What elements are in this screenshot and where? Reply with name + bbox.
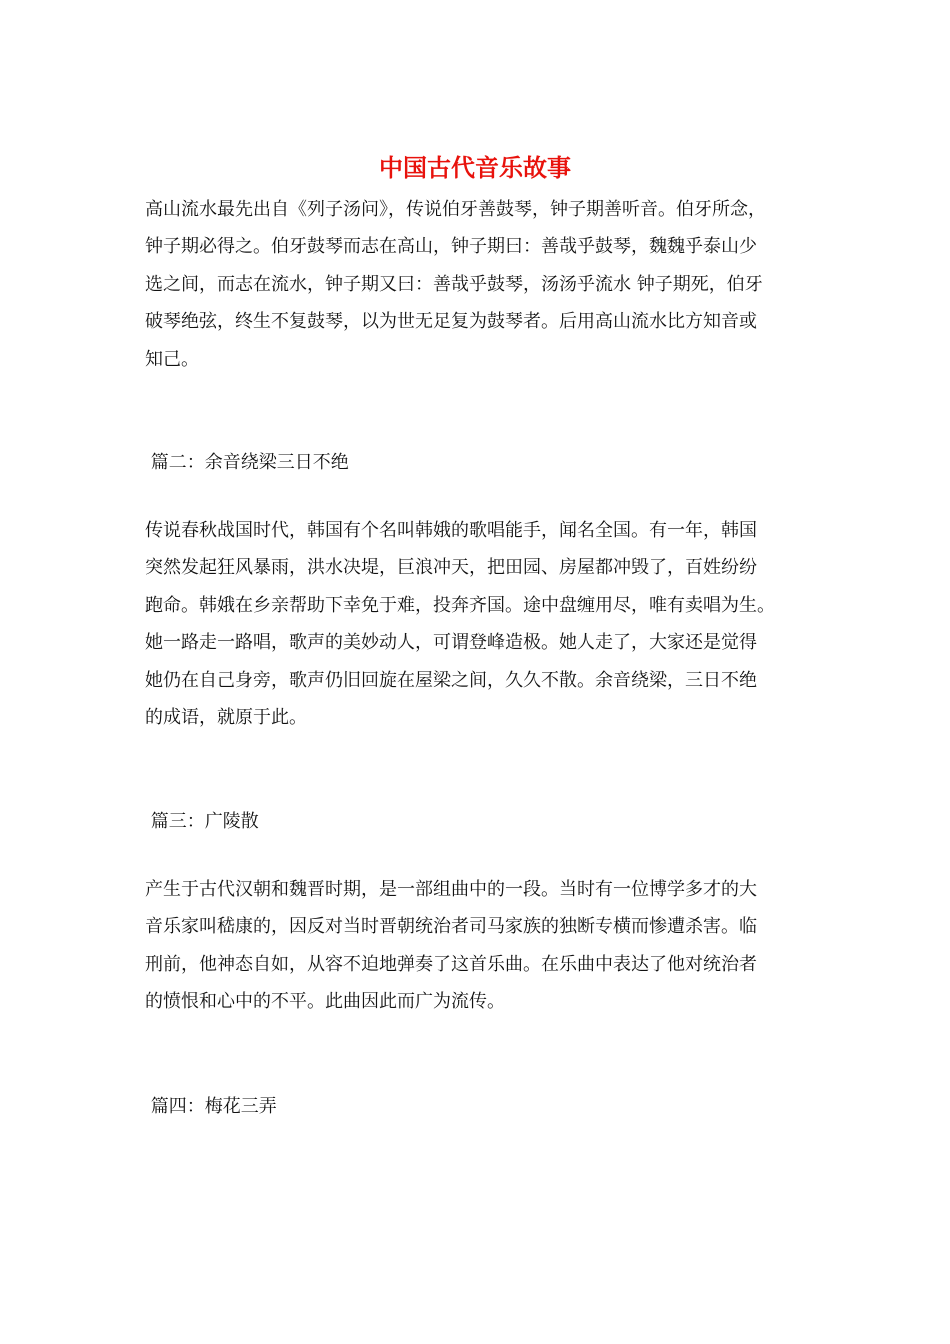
paragraph-line: 的愤恨和心中的不平。此曲因此而广为流传。 [145,991,505,1013]
section-heading-4: 篇四：梅花三弄 [145,1096,277,1117]
paragraph-line: 高山流水最先出自《列子汤问》，传说伯牙善鼓琴，钟子期善听音。伯牙所念， [145,199,766,220]
section-heading-2: 篇二：余音绕梁三日不绝 [145,452,349,473]
paragraph-line: 破琴绝弦，终生不复鼓琴，以为世无足复为鼓琴者。后用高山流水比方知音或 [145,311,757,333]
paragraph-line: 的成语，就原于此。 [145,706,307,728]
paragraph-line: 选之间，而志在流水，钟子期又曰：善哉乎鼓琴，汤汤乎流水 钟子期死，伯牙 [145,273,763,295]
paragraph-line: 钟子期必得之。伯牙鼓琴而志在高山，钟子期曰：善哉乎鼓琴，魏魏乎泰山少 [145,236,757,258]
section-heading-3: 篇三：广陵散 [145,811,259,832]
paragraph-line: 知己。 [145,348,199,370]
paragraph-line: 跑命。韩娥在乡亲帮助下幸免于难，投奔齐国。途中盘缠用尽，唯有卖唱为生。 [145,594,775,616]
paragraph-line: 她一路走一路唱，歌声的美妙动人，可谓登峰造极。她人走了，大家还是觉得 [145,632,757,654]
paragraph-yuyin-raoliang [145,512,825,736]
paragraph-line: 音乐家叫嵇康的，因反对当时晋朝统治者司马家族的独断专横而惨遭杀害。临 [145,916,757,938]
paragraph-line: 刑前，他神态自如，从容不迫地弹奏了这首乐曲。在乐曲中表达了他对统治者 [145,953,757,975]
paragraph-guangling-san [145,871,825,1021]
paragraph-line: 她仍在自己身旁，歌声仍旧回旋在屋梁之间，久久不散。余音绕梁，三日不绝 [145,669,757,691]
paragraph-line: 产生于古代汉朝和魏晋时期，是一部组曲中的一段。当时有一位博学多才的大 [145,879,757,900]
paragraph-line: 突然发起狂风暴雨，洪水决堤，巨浪冲天，把田园、房屋都冲毁了，百姓纷纷 [145,557,757,579]
paragraph-line: 传说春秋战国时代，韩国有个名叫韩娥的歌唱能手，闻名全国。有一年，韩国 [145,520,757,541]
document-title: 中国古代音乐故事 [379,153,571,182]
paragraph-gaoshan-liushui [145,191,825,378]
